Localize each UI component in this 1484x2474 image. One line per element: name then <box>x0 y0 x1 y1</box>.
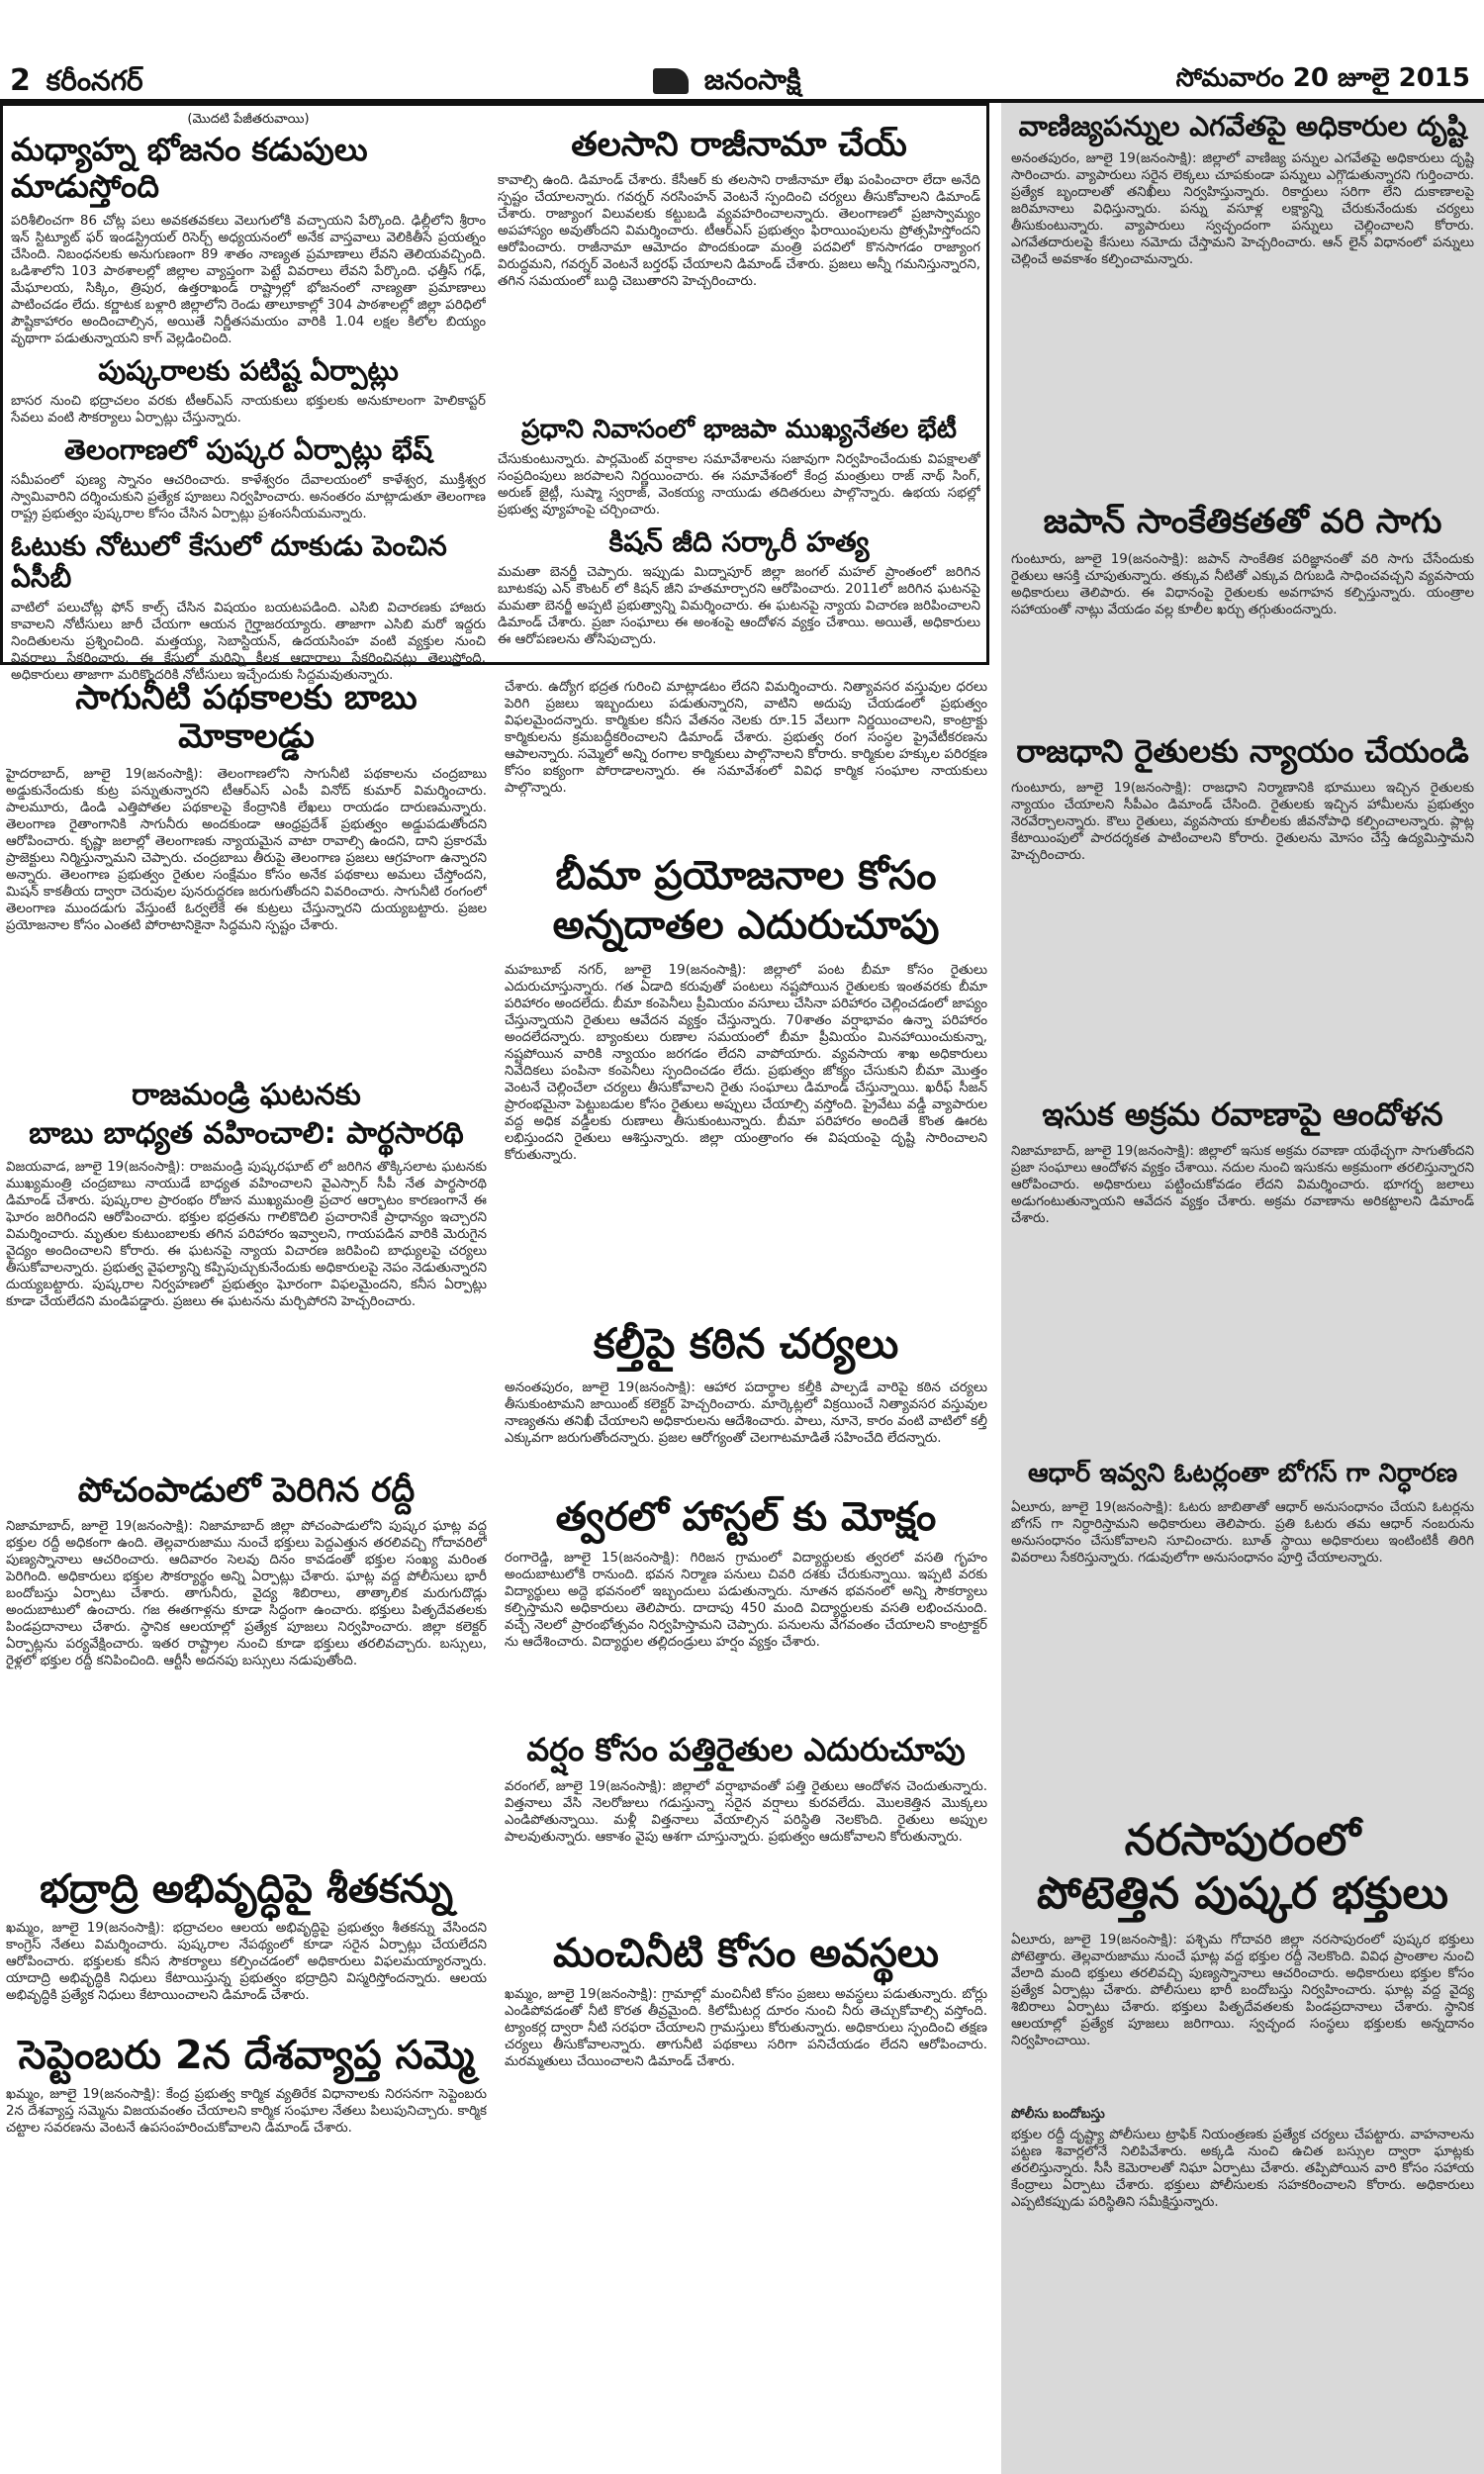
article-rajahmundry: విజయవాడ, జూలై 19(జనంసాక్షి): రాజమండ్రి పుష్కరఘాట్ లో జరిగిన తొక్కిసలాట ఘటనకు ముఖ్యమంత్రి చంద్రబాబు నాయుడే బాధ్యత వహించాలని వైఎస్సార్ సీపీ నేత పార్థసారథి డిమాండ్ చేశారు. పుష్కరాల ప్రారంభం రోజున ముఖ్యమంత్రి ప్రచార ఆర్భాటం కారణంగానే ఈ ఘోరం జరిగిందని ఆరోపించారు. భక్తుల భద్రతను గాలికొదిలి ప్రచారానికే ప్రాధాన్యం ఇచ్చారని విమర్శించారు. మృతుల కుటుంబాలకు తగిన పరిహారం ఇవ్వాలని, గాయపడిన వారికి మెరుగైన వైద్యం అందించాలని కోరారు. ఈ ఘటనపై న్యాయ విచారణ జరిపించి బాధ్యులపై చర్యలు తీసుకోవాలన్నారు. ప్రభుత్వ వైఫల్యాన్ని కప్పిపుచ్చుకునేందుకు అధికారులపై నెపం నెడుతున్నారని దుయ్యబట్టారు. పుష్కరాల నిర్వహణలో ప్రభుత్వం ఘోరంగా విఫలమైందని, కనీస ఏర్పాట్లు కూడా చేయలేదని మండిపడ్డారు. ప్రజలు ఈ ఘటనను మర్చిపోరని హెచ్చరించారు. <box>6 1160 487 1310</box>
article-irrigation: హైదరాబాద్, జూలై 19(జనంసాక్షి): తెలంగాణలోని సాగునీటి పథకాలను చంద్రబాబు అడ్డుకునేందుకు కుట్ర పన్నుతున్నారని టీఆర్ఎస్ ఎంపీ వినోద్ కుమార్ విమర్శించారు. పాలమూరు, డిండి ఎత్తిపోతల పథకాలపై కేంద్రానికి లేఖలు రాయడం దారుణమన్నారు. తెలంగాణ రైతాంగానికి సాగునీరు అందకుండా ఆంధ్రప్రదేశ్ ప్రభుత్వం అడ్డుపడుతోందని ఆరోపించారు. కృష్ణా జలాల్లో తెలంగాణకు న్యాయమైన వాటా రావాల్సి ఉందని, దాని ప్రకారమే ప్రాజెక్టులు నిర్మిస్తున్నామని చెప్పారు. చంద్రబాబు తీరుపై తెలంగాణ ప్రజలు ఆగ్రహంగా ఉన్నారని అన్నారు. తెలంగాణ ప్రభుత్వం రైతుల సంక్షేమం కోసం అనేక పథకాలు అమలు చేస్తోందని, మిషన్ కాకతీయ ద్వారా చెరువుల పునరుద్ధరణ జరుగుతోందని వివరించారు. సాగునీటి రంగంలో తెలంగాణ ముందడుగు వేస్తుంటే ఓర్వలేకే ఈ కుట్రలు చేస్తున్నారని దుయ్యబట్టారు. ప్రజల ప్రయోజనాల కోసం ఎంతటి పోరాటానికైనా సిద్ధమని స్పష్టం చేశారు. <box>6 767 487 934</box>
paper-name-text: జనంసాక్షి <box>703 63 801 96</box>
headline-pochampad: పోచంపాడులో పెరిగిన రద్దీ <box>77 1471 416 1511</box>
article-bhadradri: ఖమ్మం, జూలై 19(జనంసాక్షి): భద్రాచలం ఆలయ అభివృద్ధిపై ప్రభుత్వం శీతకన్ను వేసిందని కాంగ్రెస్ నేతలు విమర్శించారు. పుష్కరాల నేపథ్యంలో కూడా సరైన ఏర్పాట్లు చేయలేదని ఆరోపించారు. భక్తులకు కనీస సౌకర్యాలు కల్పించడంలో అధికారులు విఫలమయ్యారన్నారు. యాదాద్రి అభివృద్ధికి నిధులు కేటాయిస్తున్న ప్రభుత్వం భద్రాద్రిని విస్మరిస్తోందన్నారు. ఆలయ అభివృద్ధికి ప్రత్యేక నిధులు కేటాయించాలని డిమాండ్ చేశారు. <box>6 1921 487 2004</box>
article-strike: ఖమ్మం, జూలై 19(జనంసాక్షి): కేంద్ర ప్రభుత్వ కార్మిక వ్యతిరేక విధానాలకు నిరసనగా సెప్టెంబరు 2న దేశవ్యాప్త సమ్మెను విజయవంతం చేయాలని కార్మిక సంఘాల నేతలు పిలుపునిచ్చారు. కార్మిక చట్టాల సవరణను వెంటనే ఉపసంహరించుకోవాలని డిమాండ్ చేశారు. <box>6 2087 487 2137</box>
masthead <box>0 0 1484 103</box>
page-number: 2 <box>10 63 31 98</box>
article-kishanji: మమతా బెనర్జీ చెప్పారు. ఇప్పుడు మిద్నాపూర్ జిల్లా జంగల్ మహల్ ప్రాంతంలో జరిగిన బూటకపు ఎన్ కౌంటర్ లో కిషన్ జీని హతమార్చారని ఆరోపించారు. 2011లో జరిగిన ఘటనపై మమతా బెనర్జీ అప్పటి ప్రభుత్వాన్ని విమర్శించారు. ఈ ఘటనపై న్యాయ విచారణ జరిపించాలని డిమాండ్ చేశారు. ప్రజా సంఘాలు ఈ అంశంపై ఆందోళన వ్యక్తం చేశాయి. అయితే, అధికారులు ఈ ఆరోపణలను తోసిపుచ్చారు. <box>498 565 980 648</box>
article-pochampad: నిజామాబాద్, జూలై 19(జనంసాక్షి): నిజామాబాద్ జిల్లా పోచంపాడులోని పుష్కర ఘాట్ల వద్ద భక్తుల రద్దీ అధికంగా ఉంది. తెల్లవారుజాము నుంచే భక్తులు పెద్దఎత్తున తరలివచ్చి గోదావరిలో పుణ్యస్నానాలు ఆచరించారు. ఆదివారం సెలవు దినం కావడంతో భక్తుల సంఖ్య మరింత పెరిగింది. అధికారులు భక్తుల సౌకర్యార్థం అన్ని ఏర్పాట్లు చేశారు. ఘాట్ల వద్ద పోలీసులు భారీ బందోబస్తు ఏర్పాటు చేశారు. తాగునీరు, వైద్య శిబిరాలు, తాత్కాలిక మరుగుదొడ్లు అందుబాటులో ఉంచారు. గజ ఈతగాళ్లను కూడా సిద్ధంగా ఉంచారు. భక్తులు పితృదేవతలకు పిండప్రదానాలు చేశారు. స్థానిక ఆలయాల్లో ప్రత్యేక పూజలు నిర్వహించారు. జిల్లా కలెక్టర్ ఏర్పాట్లను పర్యవేక్షించారు. ఇతర రాష్ట్రాల నుంచి కూడా భక్తులు తరలివచ్చారు. బస్సులు, రైళ్లలో భక్తుల రద్దీ కనిపించింది. ఆర్టీసీ అదనపు బస్సులు నడుపుతోంది. <box>6 1519 487 1669</box>
article-japan: గుంటూరు, జూలై 19(జనంసాక్షి): జపాన్ సాంకేతిక పరిజ్ఞానంతో వరి సాగు చేసేందుకు రైతులు ఆసక్తి చూపుతున్నారు. తక్కువ నీటితో ఎక్కువ దిగుబడి సాధించవచ్చని వ్యవసాయ అధికారులు తెలిపారు. ఈ విధానంపై రైతులకు అవగాహన కల్పిస్తున్నారు. యంత్రాల సహాయంతో నాట్లు వేయడం వల్ల కూలీల ఖర్చు తగ్గుతుందన్నారు. <box>1011 552 1474 618</box>
top-box-right-col <box>498 112 980 648</box>
headline-telangana-pushkar: తెలంగాణలో పుష్కర ఏర్పాట్లు భేష్ <box>64 432 432 466</box>
headline-hostel: త్వరలో హాస్టల్ కు మోక్షం <box>555 1494 937 1541</box>
masthead-left <box>10 63 143 104</box>
section-name: కరీంనగర్ <box>46 64 143 97</box>
paper-logo-icon <box>653 68 689 94</box>
headline-narsapur-2: పోటెత్తిన పుష్కర భక్తులు <box>1036 1868 1449 1920</box>
headline-water: మంచినీటి కోసం అవస్థలు <box>552 1931 939 1977</box>
headline-sand: ఇసుక అక్రమ రవాణాపై ఆందోళన <box>1042 1095 1443 1134</box>
headline-acb: ఓటుకు నోటులో కేసులో దూకుడు పెంచిన ఏసీబీ <box>11 528 447 595</box>
headline-talasani: తలసాని రాజీనామా చేయ్ <box>571 125 907 164</box>
middle-column <box>505 679 987 2121</box>
continued-tag: (మొదటి పేజీతరువాయి) <box>187 112 310 127</box>
article-bjp-meeting: చేసుకుంటున్నారు. పార్లమెంట్ వర్షాకాల సమావేశాలను సజావుగా నిర్వహించేందుకు విపక్షాలతో సంప్రదింపులు జరపాలని నిర్ణయించారు. ఈ సమావేశంలో కేంద్ర మంత్రులు రాజ్ నాథ్ సింగ్, అరుణ్ జైట్లీ, సుష్మా స్వరాజ్, వెంకయ్య నాయుడు తదితరులు పాల్గొన్నారు. ఉభయ సభల్లో ప్రభుత్వ వ్యూహంపై చర్చించారు. <box>498 451 980 518</box>
article-rain: వరంగల్, జూలై 19(జనంసాక్షి): జిల్లాలో వర్షాభావంతో పత్తి రైతులు ఆందోళన చెందుతున్నారు. విత్తనాలు వేసి నెలరోజులు గడుస్తున్నా సరైన వర్షాలు కురవలేదు. మొలకెత్తిన మొక్కలు ఎండిపోతున్నాయి. మళ్లీ విత్తనాలు వేయాల్సిన పరిస్థితి నెలకొంది. రైతులు అప్పుల పాలవుతున్నారు. ఆకాశం వైపు ఆశగా చూస్తున్నారు. ప్రభుత్వం ఆదుకోవాలని కోరుతున్నారు. <box>505 1779 987 1846</box>
article-aadhaar: ఏలూరు, జూలై 19(జనంసాక్షి): ఓటరు జాబితాతో ఆధార్ అనుసంధానం చేయని ఓటర్లను బోగస్ గా నిర్ధారిస్తామని అధికారులు తెలిపారు. ప్రతి ఓటరు తమ ఆధార్ నంబరును అనుసంధానం చేసుకోవాలని సూచించారు. బూత్ స్థాయి అధికారులు ఇంటింటికీ తిరిగి వివరాలు సేకరిస్తున్నారు. గడువులోగా అనుసంధానం పూర్తి చేయాలన్నారు. <box>1011 1499 1474 1566</box>
headline-rajahmundry-2: బాబు బాధ్యత వహించాలి: పార్థసారథి <box>29 1115 464 1151</box>
headline-bhadradri: భద్రాద్రి అభివృద్ధిపై శీతకన్ను <box>40 1866 453 1913</box>
top-box <box>0 103 989 684</box>
headline-narsapur: నరసాపురంలో <box>1124 1814 1361 1865</box>
article-commerce: అనంతపురం, జూలై 19(జనంసాక్షి): జిల్లాలో వాణిజ్య పన్నుల ఎగవేతపై అధికారులు దృష్టి సారించారు. వ్యాపారులు సరైన లెక్కలు చూపకుండా పన్నులు ఎగ్గొడుతున్నారని గుర్తించారు. ప్రత్యేక బృందాలతో తనిఖీలు నిర్వహిస్తున్నారు. రికార్డులు సరిగా లేని దుకాణాలపై జరిమానాలు విధిస్తున్నారు. పన్ను వసూళ్ల లక్ష్యాన్ని చేరుకునేందుకు చర్యలు తీసుకుంటున్నారు. వ్యాపారులు స్వచ్ఛందంగా పన్నులు చెల్లించాలని కోరారు. ఎగవేతదారులపై కేసులు నమోదు చేస్తామని హెచ్చరించారు. ఆన్ లైన్ విధానంలో పన్నులు చెల్లించే అవకాశం కల్పించామన్నారు. <box>1011 151 1474 268</box>
right-column <box>1001 103 1484 2474</box>
article-telangana-pushkar: సమీపంలో పుణ్య స్నానం ఆచరించారు. కాళేశ్వరం దేవాలయంలో కాళేశ్వర, ముక్తీశ్వర స్వామివారిని దర్శించుకుని ప్రత్యేక పూజలు నిర్వహించారు. అనంతరం మాట్లాడుతూ తెలంగాణ రాష్ట్ర ప్రభుత్వం పుష్కరాల కోసం చేసిన ఏర్పాట్లు ప్రశంసనీయమన్నారు. <box>11 472 486 522</box>
article-water: ఖమ్మం, జూలై 19(జనంసాక్షి): గ్రామాల్లో మంచినీటి కోసం ప్రజలు అవస్థలు పడుతున్నారు. బోర్లు ఎండిపోవడంతో నీటి కొరత తీవ్రమైంది. కిలోమీటర్ల దూరం నుంచి నీరు తెచ్చుకోవాల్సి వస్తోంది. ట్యాంకర్ల ద్వారా నీటి సరఫరా చేయాలని గ్రామస్తులు కోరుతున్నారు. అధికారులు స్పందించి తక్షణ చర్యలు తీసుకోవాలన్నారు. తాగునీటి పథకాలు సరిగా పనిచేయడం లేదని ఆరోపించారు. మరమ్మతులు చేయించాలని డిమాండ్ చేశారు. <box>505 1987 987 2070</box>
article-sand: నిజామాబాద్, జూలై 19(జనంసాక్షి): జిల్లాలో ఇసుక అక్రమ రవాణా యథేచ్ఛగా సాగుతోందని ప్రజా సంఘాలు ఆందోళన వ్యక్తం చేశాయి. నదుల నుంచి ఇసుకను అక్రమంగా తరలిస్తున్నారని ఆరోపించారు. అధికారులు పట్టించుకోవడం లేదని విమర్శించారు. భూగర్భ జలాలు అడుగంటుతున్నాయని ఆవేదన వ్యక్తం చేశారు. అక్రమ రవాణాను అరికట్టాలని డిమాండ్ చేశారు. <box>1011 1143 1474 1226</box>
headline-insurance: బీమా ప్రయోజనాల కోసం <box>555 853 937 899</box>
article-pushkar-arrangements: బాసర నుంచి భద్రాచలం వరకు టీఆర్ఎస్ నాయకులు భక్తులకు అనుకూలంగా హెలికాప్టర్ సేవలు వంటి సౌకర్యాలు ఏర్పాట్లు చేస్తున్నారు. <box>11 393 486 426</box>
headline-meals: మధ్యాహ్న భోజనం కడుపులు మాడుస్తోంది <box>11 131 368 205</box>
article-continuation: చేశారు. ఉద్యోగ భద్రత గురించి మాట్లాడటం లేదని విమర్శించారు. నిత్యావసర వస్తువుల ధరలు పెరిగి ప్రజలు ఇబ్బందులు పడుతున్నారని, వాటిని అదుపు చేయడంలో ప్రభుత్వం విఫలమైందన్నారు. కార్మికుల కనీస వేతనం నెలకు రూ.15 వేలుగా నిర్ణయించాలని, కాంట్రాక్టు కార్మికులను క్రమబద్ధీకరించాలని డిమాండ్ చేశారు. ప్రభుత్వ రంగ సంస్థల ప్రైవేటీకరణను ఆపాలన్నారు. సమ్మెలో అన్ని రంగాల కార్మికులు పాల్గొనాలని కోరారు. కార్మికుల హక్కుల పరిరక్షణ కోసం ఐక్యంగా పోరాడాలన్నారు. ఈ సమావేశంలో వివిధ కార్మిక సంఘాల నాయకులు పాల్గొన్నారు. <box>505 680 987 796</box>
headline-kishanji: కిషన్ జీది సర్కారీ హత్య <box>608 524 870 558</box>
issue-date: సోమవారం 20 జూలై 2015 <box>1175 63 1470 93</box>
headline-aadhaar: ఆధార్ ఇవ్వని ఓటర్లంతా బోగస్ గా నిర్ధారణ <box>1027 1458 1458 1488</box>
headline-irrigation: సాగునీటి పథకాలకు బాబు మోకాలడ్డు <box>75 678 417 757</box>
article-talasani: కావాల్సి ఉంది. డిమాండ్ చేశారు. కేసీఆర్ కు తలసాని రాజీనామా లేఖ పంపించారా లేదా అనేది స్పష్టం చేయాలన్నారు. గవర్నర్ నరసింహన్ వెంటనే స్పందించి చర్యలు తీసుకోవాలని డిమాండ్ చేశారు. రాజ్యాంగ విలువలకు కట్టుబడి వ్యవహరించాలన్నారు. తెలంగాణలో ప్రజాస్వామ్యం అపహాస్యం అవుతోందని విమర్శించారు. టీఆర్ఎస్ ప్రభుత్వం ఫిరాయింపులను ప్రోత్సహిస్తోందని ఆరోపించారు. రాజీనామా ఆమోదం పొందకుండా మంత్రి పదవిలో కొనసాగడం రాజ్యాంగ విరుద్ధమని, గవర్నర్ వెంటనే బర్తరఫ్ చేయాలని డిమాండ్ చేశారు. ప్రజలు అన్నీ గమనిస్తున్నారని, తగిన సమయంలో బుద్ధి చెబుతారని హెచ్చరించారు. <box>498 173 980 290</box>
headline-strike: సెప్టెంబరు 2న దేశవ్యాప్త సమ్మె <box>18 2033 475 2079</box>
article-acb: వాటిలో పలుచోట్ల ఫోన్ కాల్స్ చేసిన విషయం బయటపడింది. ఎసిబి విచారణకు హాజరు కావాలని నోటీసులు జారీ చేయగా ఆయన గైర్హాజరయ్యారు. తాజాగా ఎసిబి మరో ఇద్దరు నిందితులను ప్రశ్నించింది. మత్తయ్య, సెబాస్టియన్, ఉదయసింహ వంటి వ్యక్తుల నుంచి వివరాలు సేకరించారు. ఈ కేసులో మరిన్ని కీలక ఆధారాలు సేకరించినట్లు తెలుస్తోంది. అధికారులు తాజాగా మరికొందరికి నోటీసులు ఇచ్చేందుకు సిద్ధమవుతున్నారు. <box>11 601 486 684</box>
subhead-narsapur: పోలీసు బందోబస్తు <box>1011 2106 1105 2122</box>
headline-japan: జపాన్ సాంకేతికతతో వరి సాగు <box>1043 502 1442 542</box>
headline-pushkar-arrangements: పుష్కరాలకు పటిష్ట ఏర్పాట్లు <box>98 353 399 387</box>
left-column <box>6 679 487 2153</box>
headline-rajahmundry: రాజమండ్రి ఘటనకు <box>132 1078 361 1113</box>
headline-rain: వర్షం కోసం పత్తిరైతుల ఎదురుచూపు <box>526 1731 966 1769</box>
article-insurance: మహబూబ్ నగర్, జూలై 19(జనంసాక్షి): జిల్లాలో పంట బీమా కోసం రైతులు ఎదురుచూస్తున్నారు. గత ఏడాది కరువుతో పంటలు నష్టపోయిన రైతులకు ఇంతవరకు బీమా పరిహారం అందలేదు. బీమా కంపెనీలు ప్రీమియం వసూలు చేసినా పరిహారం చెల్లించడంలో జాప్యం చేస్తున్నాయని రైతులు ఆవేదన వ్యక్తం చేస్తున్నారు. 70శాతం వర్షాభావం ఉన్నా పరిహారం అందలేదన్నారు. బ్యాంకులు రుణాల సమయంలో బీమా ప్రీమియం మినహాయించుకున్నా, నష్టపోయిన వారికి న్యాయం జరగడం లేదని వాపోయారు. వ్యవసాయ శాఖ అధికారులు నివేదికలు పంపినా కంపెనీలు స్పందించడం లేదు. ప్రభుత్వం జోక్యం చేసుకుని బీమా మొత్తం వెంటనే చెల్లించేలా చర్యలు తీసుకోవాలని రైతు సంఘాలు డిమాండ్ చేస్తున్నాయి. ఖరీఫ్ సీజన్ ప్రారంభమైనా పెట్టుబడుల కోసం రైతులు అప్పులు చేయాల్సి వస్తోంది. ప్రైవేటు వడ్డీ వ్యాపారుల వద్ద అధిక వడ్డీలకు రుణాలు తీసుకుంటున్నారు. బీమా పరిహారం అందితే కొంత ఊరట లభిస్తుందని రైతులు ఆశిస్తున్నారు. జిల్లా యంత్రాంగం ఈ విషయంపై దృష్టి సారించాలని కోరుతున్నారు. <box>505 963 987 1163</box>
headline-bjp-meeting: ప్రధాని నివాసంలో భాజపా ముఖ్యనేతల భేటీ <box>521 415 957 445</box>
headline-adulteration: కల్తీపై కఠిన చర్యలు <box>593 1319 899 1368</box>
article-capital: గుంటూరు, జూలై 19(జనంసాక్షి): రాజధాని నిర్మాణానికి భూములు ఇచ్చిన రైతులకు న్యాయం చేయాలని సీపీఎం డిమాండ్ చేసింది. రైతులకు ఇచ్చిన హామీలను ప్రభుత్వం నెరవేర్చాలన్నారు. కౌలు రైతులు, వ్యవసాయ కూలీలకు జీవనోపాధి కల్పించాలన్నారు. ప్లాట్ల కేటాయింపులో పారదర్శకత పాటించాలని కోరారు. రైతులను మోసం చేస్తే ఉద్యమిస్తామని హెచ్చరించారు. <box>1011 781 1474 864</box>
article-hostel: రంగారెడ్డి, జూలై 15(జనంసాక్షి): గిరిజన గ్రామంలో విద్యార్థులకు త్వరలో వసతి గృహం అందుబాటులోకి రానుంది. భవన నిర్మాణ పనులు చివరి దశకు చేరుకున్నాయి. ఇప్పటి వరకు విద్యార్థులు అద్దె భవనంలో ఇబ్బందులు పడుతున్నారు. నూతన భవనంలో అన్ని సౌకర్యాలు కల్పిస్తామని అధికారులు తెలిపారు. దాదాపు 450 మంది విద్యార్థులకు వసతి లభించనుంది. వచ్చే నెలలో ప్రారంభోత్సవం నిర్వహిస్తామని చెప్పారు. పనులను వేగవంతం చేయాలని కాంట్రాక్టర్ ను ఆదేశించారు. విద్యార్థుల తల్లిదండ్రులు హర్షం వ్యక్తం చేశారు. <box>505 1551 987 1651</box>
article-narsapur: ఏలూరు, జూలై 19(జనంసాక్షి): పశ్చిమ గోదావరి జిల్లా నరసాపురంలో పుష్కర భక్తులు పోటెత్తారు. తెల్లవారుజాము నుంచే ఘాట్ల వద్ద భక్తుల రద్దీ నెలకొంది. వివిధ ప్రాంతాల నుంచి వేలాది మంది భక్తులు తరలివచ్చి పుణ్యస్నానాలు ఆచరించారు. అధికారులు భక్తుల కోసం ప్రత్యేక ఏర్పాట్లు చేశారు. పోలీసులు భారీ బందోబస్తు నిర్వహించారు. ఘాట్ల వద్ద వైద్య శిబిరాలు ఏర్పాటు చేశారు. భక్తులు పితృదేవతలకు పిండప్రదానాలు చేశారు. స్థానిక ఆలయాల్లో ప్రత్యేక పూజలు జరిగాయి. స్వచ్ఛంద సంస్థలు భక్తులకు అన్నదానం నిర్వహించాయి. <box>1011 1932 1474 2048</box>
top-box-left-col <box>11 112 486 684</box>
headline-commerce: వాణిజ్యపన్నుల ఎగవేతపై అధికారుల దృష్టి <box>1018 110 1467 143</box>
paper-name <box>653 63 801 103</box>
article-narsapur-2: భక్తుల రద్దీ దృష్ట్యా పోలీసులు ట్రాఫిక్ నియంత్రణకు ప్రత్యేక చర్యలు చేపట్టారు. వాహనాలను పట్టణ శివార్లలోనే నిలిపివేశారు. అక్కడి నుంచి ఉచిత బస్సుల ద్వారా ఘాట్లకు తరలిస్తున్నారు. సీసీ కెమెరాలతో నిఘా ఏర్పాటు చేశారు. తప్పిపోయిన వారి కోసం సహాయ కేంద్రాలు ఏర్పాటు చేశారు. భక్తులు పోలీసులకు సహకరించాలని కోరారు. అధికారులు ఎప్పటికప్పుడు పరిస్థితిని సమీక్షిస్తున్నారు. <box>1011 2127 1474 2210</box>
article-meals: పరిశీలించగా 86 చోట్ల పలు అవకతవకలు వెలుగులోకి వచ్చాయని పేర్కొంది. ఢిల్లీలోని శ్రీరాం ఇన్ స్టిట్యూట్ ఫర్ ఇండస్ట్రియల్ రిసెర్చ్ అధ్యయనంలో అనేక వాస్తవాలు వెలికితీసే ప్రయత్నం చేసింది. నిబంధనలకు అనుగుణంగా 89 శాతం నాణ్యత ప్రమాణాలు లేవని తెలియవచ్చింది. ఒడిశాలోని 103 పాఠశాలల్లో జిల్లాల వ్యాప్తంగా పెట్టే వివరాలు లేవని పేర్కొంది. ఛత్తీస్ గఢ్, మేఘాలయ, సిక్కిం, త్రిపుర, ఉత్తరాఖండ్ రాష్ట్రాల్లో భోజనంలో నాణ్యతా ప్రమాణాలు పాటించడం లేదు. కర్ణాటక బళ్లారి జిల్లాలోని రెండు తాలూకాల్లో 304 పాఠశాలల్లో జిల్లా పరిధిలో పౌష్టికాహారం అందించాల్సిన, అయితే నిర్ణీతసమయం వారికి 1.04 లక్షల కిలోల బియ్యం వృథాగా పడుతున్నాయని కాగ్ వెల్లడించింది. <box>11 213 486 346</box>
headline-capital: రాజధాని రైతులకు న్యాయం చేయండి <box>1016 732 1469 771</box>
article-adulteration: అనంతపురం, జూలై 19(జనంసాక్షి): ఆహార పదార్థాల కల్తీకి పాల్పడే వారిపై కఠిన చర్యలు తీసుకుంటామని జాయింట్ కలెక్టర్ హెచ్చరించారు. మార్కెట్లలో విక్రయించే నిత్యావసర వస్తువుల నాణ్యతను తనిఖీ చేయాలని అధికారులను ఆదేశించారు. పాలు, నూనె, కారం వంటి వాటిలో కల్తీ ఎక్కువగా జరుగుతోందన్నారు. ప్రజల ఆరోగ్యంతో చెలగాటమాడితే సహించేది లేదన్నారు. <box>505 1380 987 1447</box>
headline-insurance-2: అన్నదాతల ఎదురుచూపు <box>552 903 940 948</box>
